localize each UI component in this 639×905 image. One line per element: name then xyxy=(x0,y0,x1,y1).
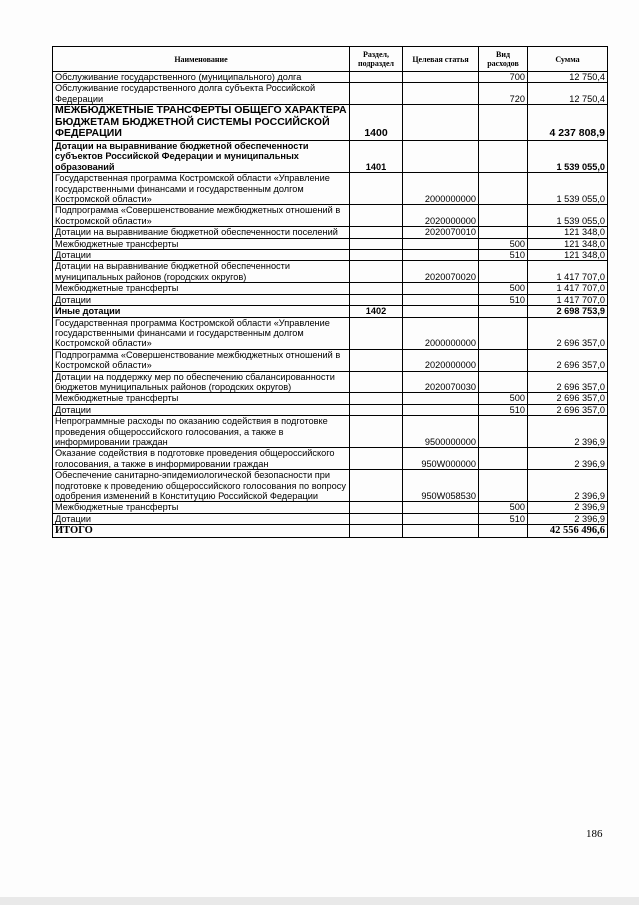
cell-name: Дотации на поддержку мер по обеспечению сбалансированности бюджетов муниципальных районов (городских округов) xyxy=(53,371,350,393)
cell-expense-type: 720 xyxy=(479,83,528,105)
header-target: Целевая статья xyxy=(403,47,479,72)
cell-expense-type xyxy=(479,317,528,349)
header-amount: Сумма xyxy=(528,47,608,72)
cell-target xyxy=(403,72,479,83)
cell-section xyxy=(350,238,403,249)
cell-section xyxy=(350,349,403,371)
cell-amount: 1 539 055,0 xyxy=(528,205,608,227)
table-row xyxy=(53,141,608,173)
cell-name: Иные дотации xyxy=(53,306,350,317)
cell-name: Межбюджетные трансферты xyxy=(53,502,350,513)
cell-name: Обеспечение санитарно-эпидемиологической безопасности при подготовке к проведению общероссийского голосования по вопросу одобрения изменений в Конституцию Российской Федерации xyxy=(53,470,350,502)
table-header-row xyxy=(53,47,608,72)
cell-amount: 2 396,9 xyxy=(528,470,608,502)
cell-target: 2020070020 xyxy=(403,261,479,283)
cell-amount: 4 237 808,9 xyxy=(528,105,608,141)
cell-section xyxy=(350,250,403,261)
cell-section xyxy=(350,416,403,448)
cell-section xyxy=(350,83,403,105)
cell-amount: 2 396,9 xyxy=(528,448,608,470)
page-number: 186 xyxy=(586,828,603,840)
cell-expense-type: 500 xyxy=(479,283,528,294)
table-row xyxy=(53,205,608,227)
cell-target xyxy=(403,306,479,317)
cell-target xyxy=(403,141,479,173)
cell-amount: 2 396,9 xyxy=(528,502,608,513)
cell-target: 950W058530 xyxy=(403,470,479,502)
cell-amount: 42 556 496,6 xyxy=(528,525,608,538)
table-row xyxy=(53,448,608,470)
cell-amount: 121 348,0 xyxy=(528,227,608,238)
cell-section xyxy=(350,404,403,415)
cell-section xyxy=(350,173,403,205)
cell-expense-type xyxy=(479,448,528,470)
table-row xyxy=(53,227,608,238)
table-row xyxy=(53,105,608,141)
table-row xyxy=(53,283,608,294)
cell-amount: 2 696 357,0 xyxy=(528,393,608,404)
cell-section xyxy=(350,470,403,502)
cell-amount: 2 396,9 xyxy=(528,416,608,448)
cell-name: Обслуживание государственного (муниципального) долга xyxy=(53,72,350,83)
cell-target: 2020070010 xyxy=(403,227,479,238)
cell-section xyxy=(350,72,403,83)
cell-section xyxy=(350,525,403,538)
cell-section xyxy=(350,513,403,524)
header-name: Наименование xyxy=(53,47,350,72)
cell-expense-type xyxy=(479,261,528,283)
cell-target xyxy=(403,404,479,415)
table-body xyxy=(53,72,608,538)
cell-name: Межбюджетные трансферты xyxy=(53,283,350,294)
cell-target xyxy=(403,83,479,105)
table-row xyxy=(53,306,608,317)
cell-section xyxy=(350,317,403,349)
table-row xyxy=(53,250,608,261)
cell-expense-type: 500 xyxy=(479,502,528,513)
cell-target: 2020070030 xyxy=(403,371,479,393)
table-row xyxy=(53,72,608,83)
cell-target: 2020000000 xyxy=(403,205,479,227)
cell-name: Дотации xyxy=(53,513,350,524)
cell-expense-type: 510 xyxy=(479,250,528,261)
cell-section xyxy=(350,371,403,393)
cell-expense-type xyxy=(479,470,528,502)
table-row xyxy=(53,393,608,404)
cell-name: Государственная программа Костромской области «Управление государственными финансами и государственным долгом Костромской области» xyxy=(53,317,350,349)
cell-target xyxy=(403,238,479,249)
table-row xyxy=(53,317,608,349)
cell-target: 2020000000 xyxy=(403,349,479,371)
cell-amount: 2 696 357,0 xyxy=(528,317,608,349)
cell-target xyxy=(403,250,479,261)
table-row xyxy=(53,349,608,371)
cell-amount: 121 348,0 xyxy=(528,250,608,261)
cell-expense-type: 500 xyxy=(479,393,528,404)
cell-amount: 2 698 753,9 xyxy=(528,306,608,317)
cell-target: 950W000000 xyxy=(403,448,479,470)
scan-edge xyxy=(0,897,639,905)
cell-section xyxy=(350,283,403,294)
cell-target xyxy=(403,105,479,141)
cell-expense-type: 500 xyxy=(479,238,528,249)
cell-name: Обслуживание государственного долга субъекта Российской Федерации xyxy=(53,83,350,105)
cell-name: Дотации xyxy=(53,250,350,261)
cell-amount: 12 750,4 xyxy=(528,72,608,83)
cell-name: Непрограммные расходы по оказанию содействия в подготовке проведения общероссийского голосования, а также в информировании граждан xyxy=(53,416,350,448)
table-row xyxy=(53,404,608,415)
cell-expense-type xyxy=(479,306,528,317)
cell-section xyxy=(350,227,403,238)
cell-amount: 1 539 055,0 xyxy=(528,141,608,173)
cell-name: Дотации xyxy=(53,404,350,415)
table-row xyxy=(53,371,608,393)
cell-expense-type xyxy=(479,371,528,393)
cell-name: Подпрограмма «Совершенствование межбюджетных отношений в Костромской области» xyxy=(53,349,350,371)
cell-name: Подпрограмма «Совершенствование межбюджетных отношений в Костромской области» xyxy=(53,205,350,227)
cell-target xyxy=(403,294,479,305)
cell-amount: 1 417 707,0 xyxy=(528,261,608,283)
cell-target: 2000000000 xyxy=(403,317,479,349)
cell-target xyxy=(403,513,479,524)
cell-amount: 2 396,9 xyxy=(528,513,608,524)
cell-amount: 2 696 357,0 xyxy=(528,349,608,371)
cell-section: 1402 xyxy=(350,306,403,317)
cell-name: Дотации на выравнивание бюджетной обеспеченности поселений xyxy=(53,227,350,238)
cell-target xyxy=(403,525,479,538)
cell-expense-type xyxy=(479,416,528,448)
cell-expense-type xyxy=(479,141,528,173)
cell-amount: 2 696 357,0 xyxy=(528,371,608,393)
cell-target xyxy=(403,283,479,294)
cell-amount: 12 750,4 xyxy=(528,83,608,105)
cell-target xyxy=(403,502,479,513)
cell-amount: 121 348,0 xyxy=(528,238,608,249)
cell-expense-type xyxy=(479,205,528,227)
cell-name: МЕЖБЮДЖЕТНЫЕ ТРАНСФЕРТЫ ОБЩЕГО ХАРАКТЕРА БЮДЖЕТАМ БЮДЖЕТНОЙ СИСТЕМЫ РОССИЙСКОЙ ФЕДЕРАЦИИ xyxy=(53,105,350,141)
cell-name: Дотации xyxy=(53,294,350,305)
cell-expense-type xyxy=(479,173,528,205)
cell-section xyxy=(350,261,403,283)
cell-amount: 1 539 055,0 xyxy=(528,173,608,205)
cell-expense-type: 510 xyxy=(479,404,528,415)
table-row xyxy=(53,238,608,249)
cell-expense-type: 510 xyxy=(479,294,528,305)
cell-section xyxy=(350,448,403,470)
header-section: Раздел, подраздел xyxy=(350,47,403,72)
table-row xyxy=(53,173,608,205)
cell-section: 1400 xyxy=(350,105,403,141)
cell-name: ИТОГО xyxy=(53,525,350,538)
cell-expense-type: 510 xyxy=(479,513,528,524)
cell-name: Оказание содействия в подготовке проведения общероссийского голосования, а также в информировании граждан xyxy=(53,448,350,470)
cell-name: Государственная программа Костромской области «Управление государственными финансами и государственным долгом Костромской области» xyxy=(53,173,350,205)
cell-amount: 1 417 707,0 xyxy=(528,283,608,294)
cell-section: 1401 xyxy=(350,141,403,173)
table-row xyxy=(53,513,608,524)
cell-amount: 2 696 357,0 xyxy=(528,404,608,415)
cell-section xyxy=(350,502,403,513)
cell-expense-type xyxy=(479,227,528,238)
cell-name: Дотации на выравнивание бюджетной обеспеченности муниципальных районов (городских округов) xyxy=(53,261,350,283)
cell-expense-type xyxy=(479,105,528,141)
table-row xyxy=(53,416,608,448)
table-row xyxy=(53,83,608,105)
cell-name: Межбюджетные трансферты xyxy=(53,238,350,249)
table-row xyxy=(53,502,608,513)
table-row xyxy=(53,470,608,502)
table-row xyxy=(53,525,608,538)
cell-target: 9500000000 xyxy=(403,416,479,448)
cell-expense-type xyxy=(479,525,528,538)
cell-expense-type: 700 xyxy=(479,72,528,83)
budget-table xyxy=(52,46,608,538)
table-row xyxy=(53,261,608,283)
cell-section xyxy=(350,393,403,404)
cell-expense-type xyxy=(479,349,528,371)
cell-section xyxy=(350,294,403,305)
cell-name: Дотации на выравнивание бюджетной обеспеченности субъектов Российской Федерации и муниципальных образований xyxy=(53,141,350,173)
cell-amount: 1 417 707,0 xyxy=(528,294,608,305)
cell-section xyxy=(350,205,403,227)
cell-target: 2000000000 xyxy=(403,173,479,205)
cell-target xyxy=(403,393,479,404)
table-row xyxy=(53,294,608,305)
cell-name: Межбюджетные трансферты xyxy=(53,393,350,404)
header-expense-type: Вид расходов xyxy=(479,47,528,72)
